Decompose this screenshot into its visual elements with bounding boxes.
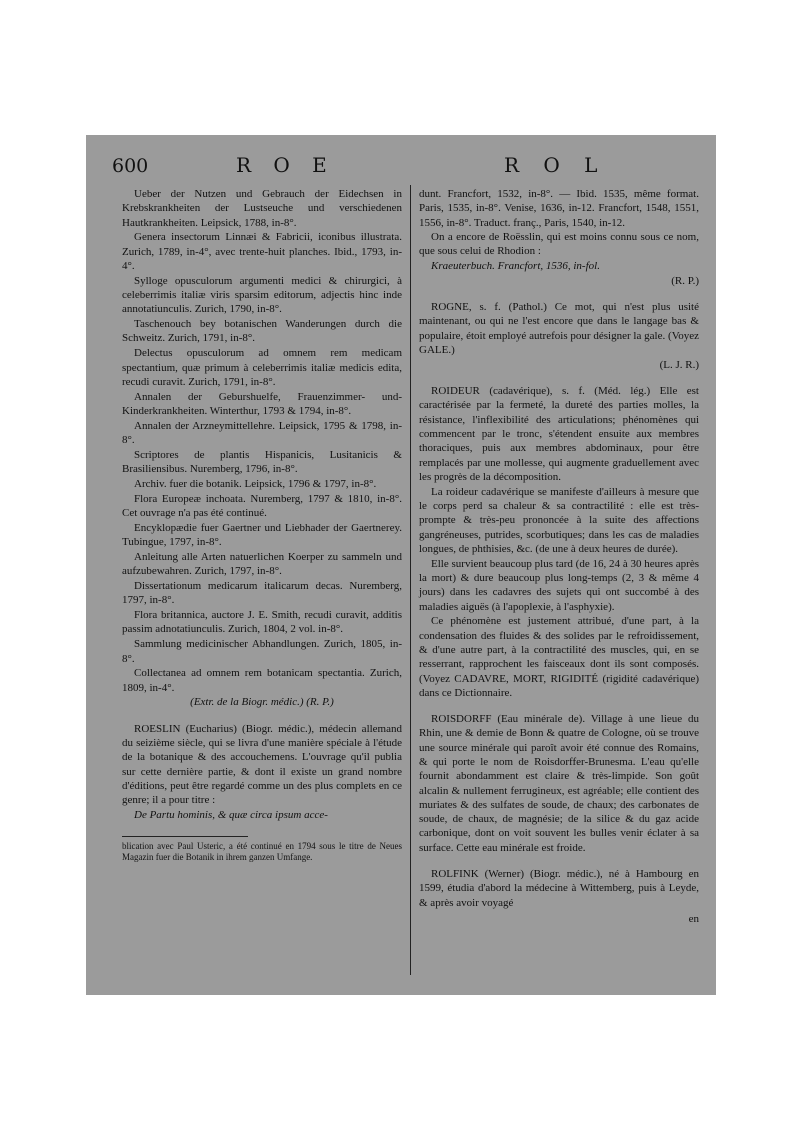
bib-entry: Anleitung alle Arten natuerlichen Koerper zu sammeln und aufzubewahren. Zurich, 1797, in-8°.: [122, 550, 402, 578]
footnote-rule: [122, 836, 248, 837]
kraeuterbuch-entry: Kraeuterbuch. Francfort, 1536, in-fol.: [431, 259, 600, 272]
article-roideur: ROIDEUR (cadavérique), s. f. (Méd. lég.) Elle est caractérisée par la fermeté, la dureté des parties molles, la résistance, l'inflexibilité des articulations; phénomènes qui commencent par le tronc, s'étendent ensuite aux membres thoraciques, puis aux membres abdominaux, pour être remplacés par une mollesse, qui augmente graduellement avec les progrès de la décomposition.: [419, 385, 699, 483]
bib-entry: Sammlung medicinischer Abhandlungen. Zurich, 1805, in-8°.: [122, 638, 402, 665]
bib-entry: Flora Europeæ inchoata. Nuremberg, 1797 & 1810, in-8°. Cet ouvrage n'a pas été continué.: [122, 492, 402, 520]
bib-entry: Sylloge opusculorum argumenti medici & chirurgici, à celeberrimis italiæ viris sparsim editorum, adjectis hinc inde annotatiunculis. Zurich, 1790, in-8°.: [122, 274, 402, 316]
running-head-right: R O L: [504, 153, 607, 177]
bib-entry: Annalen der Geburshuelfe, Frauenzimmer- und- Kinderkrankheiten. Winterthur, 1793 & 1794, in-8°.: [122, 390, 402, 417]
bib-entry: Encyklopædie fuer Gaertner und Liebhader der Gaertnerey. Tubingue, 1797, in-8°.: [122, 521, 402, 549]
scanned-page: [86, 135, 716, 995]
attribution: (Extr. de la Biogr. médic.) (R. P.): [190, 696, 334, 709]
signature: (R. P.): [671, 274, 699, 287]
bib-entry: Delectus opusculorum ad omnem rem medicam spectantium, quæ primum à celeberrimis italiæ medicis edita, recudi curavit. Zurich, 1791, in-8°.: [122, 347, 402, 388]
running-head-left: R O E: [236, 153, 335, 177]
page-header: [86, 155, 716, 185]
bib-entry: Flora britannica, auctore J. E. Smith, recudi curavit, additis passim adnotatiunculis. Zurich, 1804, 2 vol. in-8°.: [122, 609, 402, 636]
article-roideur-para: Ce phénomène est justement attribué, d'une part, à la condensation des fluides & des solides par le refroidissement, & d'une autre part, à la contractilité des muscles, qui, en se resserrant, rapprochent les faisceaux dont ils sont composés. (Voyez CADAVRE, MORT, RIGIDITÉ (rigidité cadavérique) dans ce Dictionnaire.: [419, 615, 699, 699]
bib-entry: Ueber der Nutzen und Gebrauch der Eidechsen in Krebskrankheiten der Lustseuche und verschiedenen Hautkrankheiten. Leipsick, 1788, in-8°.: [122, 188, 402, 229]
catchword: en: [688, 912, 699, 925]
continuation-text: dunt. Francfort, 1532, in-8°. — Ibid. 1535, même format. Paris, 1535, in-8°. Venise, 1636, in-12. Francfort, 1548, 1551, 1556, in-8°. Traduct. franç., Paris, 1540, in-12.: [419, 188, 699, 229]
bib-entry: Annalen der Arzneymittellehre. Leipsick, 1795 & 1798, in-8°.: [122, 419, 402, 447]
article-roeslin: ROESLIN (Eucharius) (Biogr. médic.), médecin allemand du seizième siècle, qui se livra d'une manière spéciale à l'étude de la botanique & des accouchemens. L'ouvrage qu'il publia sur cette dernière partie, & dont il existe un grand nombre d'éditions, peut être regardé comme un des plus complets en ce genre; il a pour titre :: [122, 722, 402, 807]
article-roideur-para: La roideur cadavérique se manifeste d'ailleurs à mesure que le corps perd sa chaleur & sa contractilité : elle est très-prompte & très-peu prononcée à la suite des affections gangréneuses, putrides, scorbutiques; dans les cas de maladies longues, de phthisies, &c. (de une à deux heures de durée).: [419, 485, 699, 555]
article-rogne: ROGNE, s. f. (Pathol.) Ce mot, qui n'est plus usité maintenant, ou qui ne l'est encore que dans le langage bas & populaire, étoit employé autrefois pour désigner la gale. (Voyez GALE.): [419, 301, 699, 356]
right-column: [419, 187, 699, 926]
left-column: [122, 187, 402, 863]
page-number: 600: [112, 155, 149, 177]
article-rolfink: ROLFINK (Werner) (Biogr. médic.), né à Hambourg en 1599, étudia d'abord la médecine à Wittemberg, puis à Leyde, & après avoir voyagé: [419, 868, 699, 909]
bib-entry: Taschenouch bey botanischen Wanderungen durch die Schweitz. Zurich, 1791, in-8°.: [122, 318, 402, 345]
column-divider: [410, 185, 411, 975]
bib-entry: Genera insectorum Linnæi & Fabricii, iconibus illustrata. Zurich, 1789, in-4°, avec trente-huit planches. Ibid., 1793, in-4°.: [122, 231, 402, 272]
signature: (L. J. R.): [659, 358, 699, 371]
footnote: blication avec Paul Usteric, a été continué en 1794 sous le titre de Neues Magazin fuer die Botanik in ihrem ganzen Umfange.: [122, 841, 402, 863]
bib-entry: Scriptores de plantis Hispanicis, Lusitanicis & Brasiliensibus. Nuremberg, 1796, in-8°.: [122, 448, 402, 476]
article-roideur-para: Elle survient beaucoup plus tard (de 16, 24 à 30 heures après la mort) & dure beaucoup plus long-temps (2, 3 & même 4 jours) dans les cadavres des sujets qui ont succombé à des maladies aiguës (à l'apoplexie, à l'asphyxie).: [419, 557, 699, 613]
bib-entry: Collectanea ad omnem rem botanicam spectantia. Zurich, 1809, in-4°.: [122, 667, 402, 694]
roesslin-note: On a encore de Roësslin, qui est moins connu sous ce nom, que sous celui de Rhodion :: [419, 230, 699, 258]
roeslin-title: De Partu hominis, & quæ circa ipsum acce-: [134, 808, 328, 821]
bib-entry: Dissertationum medicarum italicarum decas. Nuremberg, 1797, in-8°.: [122, 580, 402, 607]
article-roisdorff: ROISDORFF (Eau minérale de). Village à une lieue du Rhin, une & demie de Bonn & quatre de Cologne, où se trouve une source minérale qui paroît avoir été connue des Romains, & qui porte le nom de Roisdorffer-Brunesma. L'eau qu'elle fournit abondamment est claire & très-limpide. Son goût alcalin & nullement ferrugineux, est agréable; elle contient des muriates & des sulfates de soude, de chaux; des carbonates de soude, de chaux, de magnésie; de la silice & du gaz acide carbonique, dont on voit souvent les bulles venir éclater à sa surface. Cette eau minérale est froide.: [419, 713, 699, 854]
bib-entry: Archiv. fuer die botanik. Leipsick, 1796 & 1797, in-8°.: [134, 477, 377, 490]
